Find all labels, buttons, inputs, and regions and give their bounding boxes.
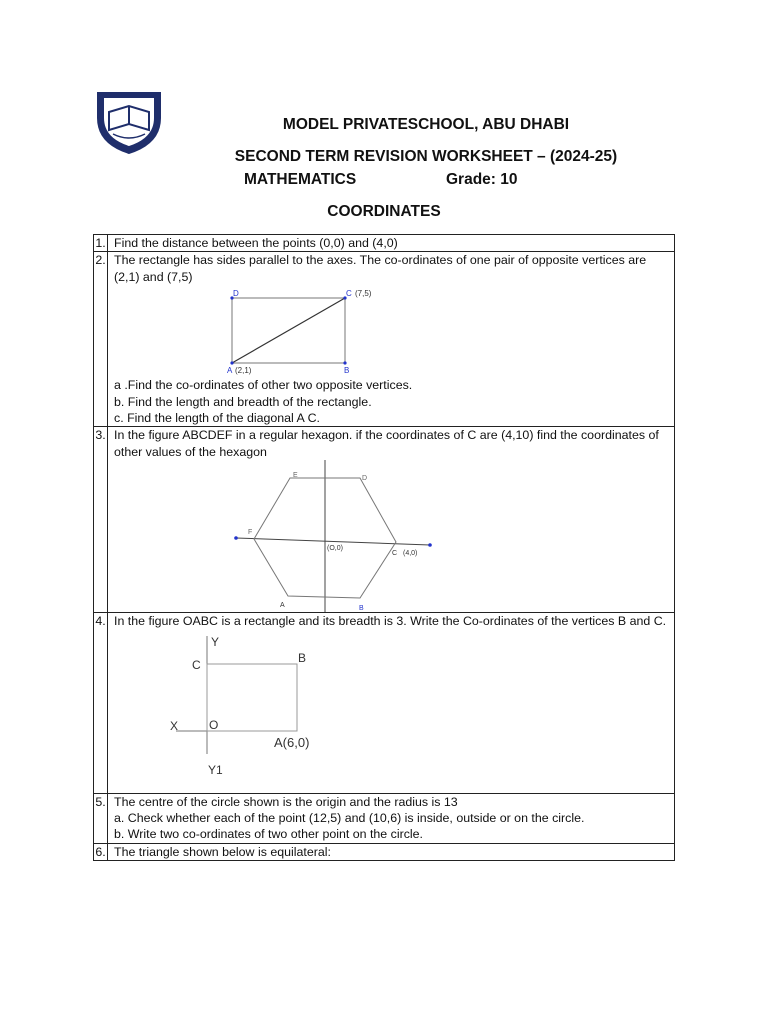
vertex-c-label: C xyxy=(192,657,201,672)
origin-label: (O,0) xyxy=(327,545,343,553)
question-row xyxy=(94,235,675,252)
question-row xyxy=(94,843,675,860)
rectangle-figure xyxy=(114,285,674,377)
vertex-c-coord: (4,0) xyxy=(403,550,418,558)
question-number: 1. xyxy=(95,236,106,250)
hexagon-figure xyxy=(114,460,674,612)
topic-title: COORDINATES xyxy=(327,203,441,220)
question-text: Find the distance between the points (0,0) and (4,0) xyxy=(108,235,675,252)
question-part: b. Write two co-ordinates of two other point on the circle. xyxy=(114,827,423,842)
question-text: In the figure OABC is a rectangle and its breadth is 3. Write the Co-ordinates of the vertices B and C. xyxy=(114,614,667,629)
axis-x-label: X xyxy=(170,718,179,733)
question-number: 4. xyxy=(94,613,108,793)
vertex-b-label: B xyxy=(359,605,364,613)
grade-label: Grade: 10 xyxy=(446,171,518,188)
questions-table xyxy=(93,234,675,861)
vertex-a-label: A(6,0) xyxy=(274,734,310,750)
vertex-b-label: B xyxy=(344,366,350,376)
vertex-a-label: A xyxy=(227,366,233,376)
question-part: a. Check whether each of the point (12,5) and (10,6) is inside, outside or on the circle. xyxy=(114,811,585,826)
axis-y-label: Y xyxy=(211,634,220,649)
question-part: a .Find the co-ordinates of other two opposite vertices. xyxy=(114,378,413,393)
question-row xyxy=(94,427,675,613)
vertex-b-label: B xyxy=(298,650,307,665)
question-text: In the figure ABCDEF in a regular hexagon. if the coordinates of C are (4,10) find the coordinates of other values of the hexagon xyxy=(114,428,659,459)
vertex-a-label: A xyxy=(280,602,285,610)
question-part: b. Find the length and breadth of the rectangle. xyxy=(114,394,372,409)
school-name: MODEL PRIVATESCHOOL, ABU DHABI xyxy=(282,116,570,133)
question-text: The rectangle has sides parallel to the axes. The co-ordinates of one pair of opposite vertices are (2,1) and (7,5) xyxy=(114,253,647,284)
question-text: The triangle shown below is equilateral: xyxy=(108,843,675,860)
vertex-d-label: D xyxy=(362,475,368,483)
question-number: 3. xyxy=(94,427,108,613)
question-row xyxy=(94,252,675,427)
vertex-c-label: C xyxy=(346,289,352,299)
origin-o-label: O xyxy=(209,717,219,732)
vertex-f-label: F xyxy=(248,529,253,537)
question-part: c. Find the length of the diagonal A C. xyxy=(114,411,320,426)
vertex-d-label: D xyxy=(233,289,239,299)
question-number: 2. xyxy=(94,252,108,427)
vertex-c-coord: (7,5) xyxy=(355,289,372,299)
vertex-c-label: C xyxy=(392,550,398,558)
question-text: The centre of the circle shown is the origin and the radius is 13 xyxy=(114,794,458,809)
subject-label: MATHEMATICS xyxy=(244,171,357,188)
axis-y1-label: Y1 xyxy=(208,762,223,777)
vertex-a-coord: (2,1) xyxy=(235,366,252,376)
question-row xyxy=(94,793,675,843)
rectangle-oabc-figure xyxy=(114,630,674,793)
worksheet-title: SECOND TERM REVISION WORKSHEET – (2024-25) xyxy=(234,148,618,165)
question-row xyxy=(94,613,675,793)
question-number: 6. xyxy=(95,844,106,859)
question-number: 5. xyxy=(94,793,108,843)
vertex-e-label: E xyxy=(293,472,298,480)
